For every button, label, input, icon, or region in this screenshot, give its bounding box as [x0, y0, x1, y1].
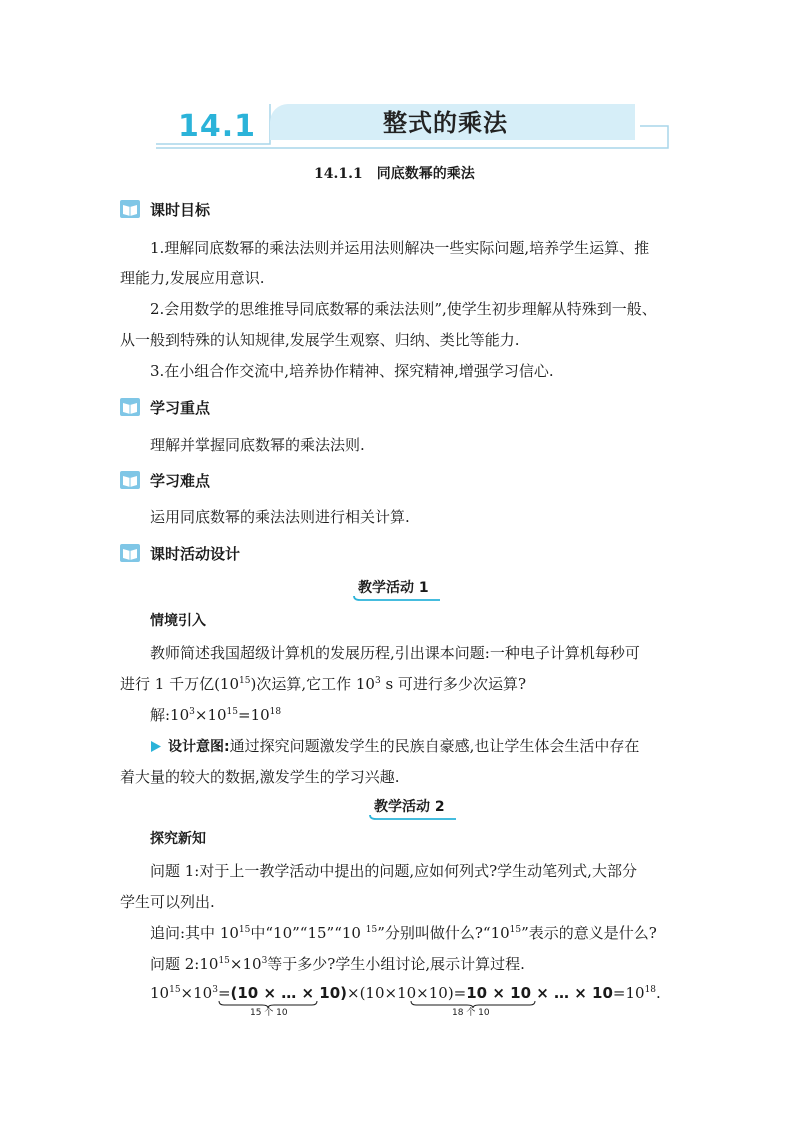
goal-2-line-1: 2.会用数学的思维推导同底数幂的乘法法则”,使学生初步理解从特殊到一般、 [150, 300, 657, 318]
chapter-title: 整式的乘法 [383, 109, 508, 137]
text-run: 进行 1 千万亿(10 [120, 675, 240, 693]
activity-2-underline [368, 813, 458, 821]
design-intent-line-2: 着大量的较大的数据,激发学生的学习兴趣. [120, 768, 400, 786]
underbrace-group-2: 10 × 10 × … × 10 [466, 984, 613, 1002]
underbrace-2 [410, 1000, 536, 1008]
question-1-line-2: 学生可以列出. [120, 893, 215, 911]
activity-1-solution [150, 705, 281, 725]
superscript: 3 [261, 956, 268, 966]
lesson-subtitle: 14.1.1 同底数幂的乘法 [314, 166, 475, 182]
text-run: s 可进行多少次运算? [380, 675, 526, 693]
activity-2-badge [368, 797, 458, 821]
goal-1-line-1: 1.理解同底数幂的乘法法则并运用法则解决一些实际问题,培养学生运算、推 [150, 239, 650, 257]
underbrace-1 [218, 1000, 318, 1008]
superscript: 15 [509, 925, 522, 935]
section-difficulties-title: 学习难点 [150, 472, 211, 490]
text-run: =10 [238, 706, 270, 724]
text-run: = [217, 984, 231, 1002]
superscript: 15 [218, 956, 230, 966]
text-run: 追问:其中 10 [150, 924, 239, 942]
activity-1-line-2 [120, 674, 526, 694]
section-activity-design-title: 课时活动设计 [150, 545, 241, 563]
activity-2-heading: 探究新知 [150, 831, 206, 847]
follow-up-question [150, 923, 657, 943]
book-icon [120, 398, 140, 416]
goal-2-line-2: 从一般到特殊的认知规律,发展学生观察、归纳、类比等能力. [120, 331, 520, 349]
play-triangle-icon [151, 741, 161, 752]
book-icon [120, 200, 140, 218]
superscript: 18 [269, 707, 282, 717]
activity-1-underline [352, 594, 442, 602]
chapter-number: 14.1 [178, 109, 257, 144]
superscript: 3 [374, 676, 381, 686]
activity-1-badge [352, 578, 442, 602]
text-run: 10 [150, 984, 170, 1002]
text-run: ×10 [229, 955, 262, 973]
activity-1-heading: 情境引入 [150, 613, 206, 629]
text-run: 解:10 [150, 706, 190, 724]
book-icon [120, 544, 140, 562]
design-intent-line-1 [168, 736, 639, 757]
book-icon [120, 471, 140, 489]
question-2 [150, 954, 525, 974]
text-run: . [656, 984, 661, 1002]
text-run: 通过探究问题激发学生的民族自豪感,也让学生体会生活中存在 [229, 737, 640, 755]
chapter-banner [0, 0, 794, 160]
design-intent-label: 设计意图: [168, 739, 230, 755]
difficulties-text: 运用同底数幂的乘法法则进行相关计算. [150, 508, 410, 526]
superscript: 15 [239, 676, 251, 686]
text-run: ”表示的意义是什么? [521, 924, 657, 942]
text-run: ×(10×10×10)= [347, 984, 467, 1002]
section-key-points-title: 学习重点 [150, 399, 211, 417]
superscript: 3 [189, 707, 195, 717]
underbrace-2-label: 18 个 10 [452, 1008, 490, 1018]
text-run: ×10 [194, 706, 227, 724]
superscript: 18 [644, 985, 657, 995]
superscript: 15 [169, 985, 181, 995]
underbrace-group-1: (10 × … × 10) [230, 984, 347, 1002]
text-run: 问题 2:10 [150, 955, 219, 973]
superscript: 15 [226, 707, 238, 717]
activity-2-label: 教学活动 2 [374, 799, 445, 815]
activity-1-label: 教学活动 1 [358, 580, 429, 596]
superscript: 3 [212, 985, 218, 995]
activity-1-line-1: 教师简述我国超级计算机的发展历程,引出课本问题:一种电子计算机每秒可 [150, 644, 640, 662]
question-1-line-1: 问题 1:对于上一教学活动中提出的问题,应如何列式?学生动笔列式,大部分 [150, 862, 637, 880]
superscript: 15 [365, 925, 378, 935]
key-points-text: 理解并掌握同底数幂的乘法法则. [150, 436, 365, 454]
text-run: 中“10”“15”“10 [250, 924, 366, 942]
text-run: ”分别叫做什么?“10 [377, 924, 510, 942]
text-run: 等于多少?学生小组讨论,展示计算过程. [267, 955, 525, 973]
goal-1-line-2: 理能力,发展应用意识. [120, 269, 265, 287]
section-goals-title: 课时目标 [150, 201, 211, 219]
text-run: )次运算,它工作 10 [250, 675, 375, 693]
goal-3: 3.在小组合作交流中,培养协作精神、探究精神,增强学习信心. [150, 362, 554, 380]
superscript: 15 [238, 925, 251, 935]
text-run: =10 [612, 984, 645, 1002]
text-run: ×10 [180, 984, 213, 1002]
underbrace-1-label: 15 个 10 [250, 1008, 288, 1018]
